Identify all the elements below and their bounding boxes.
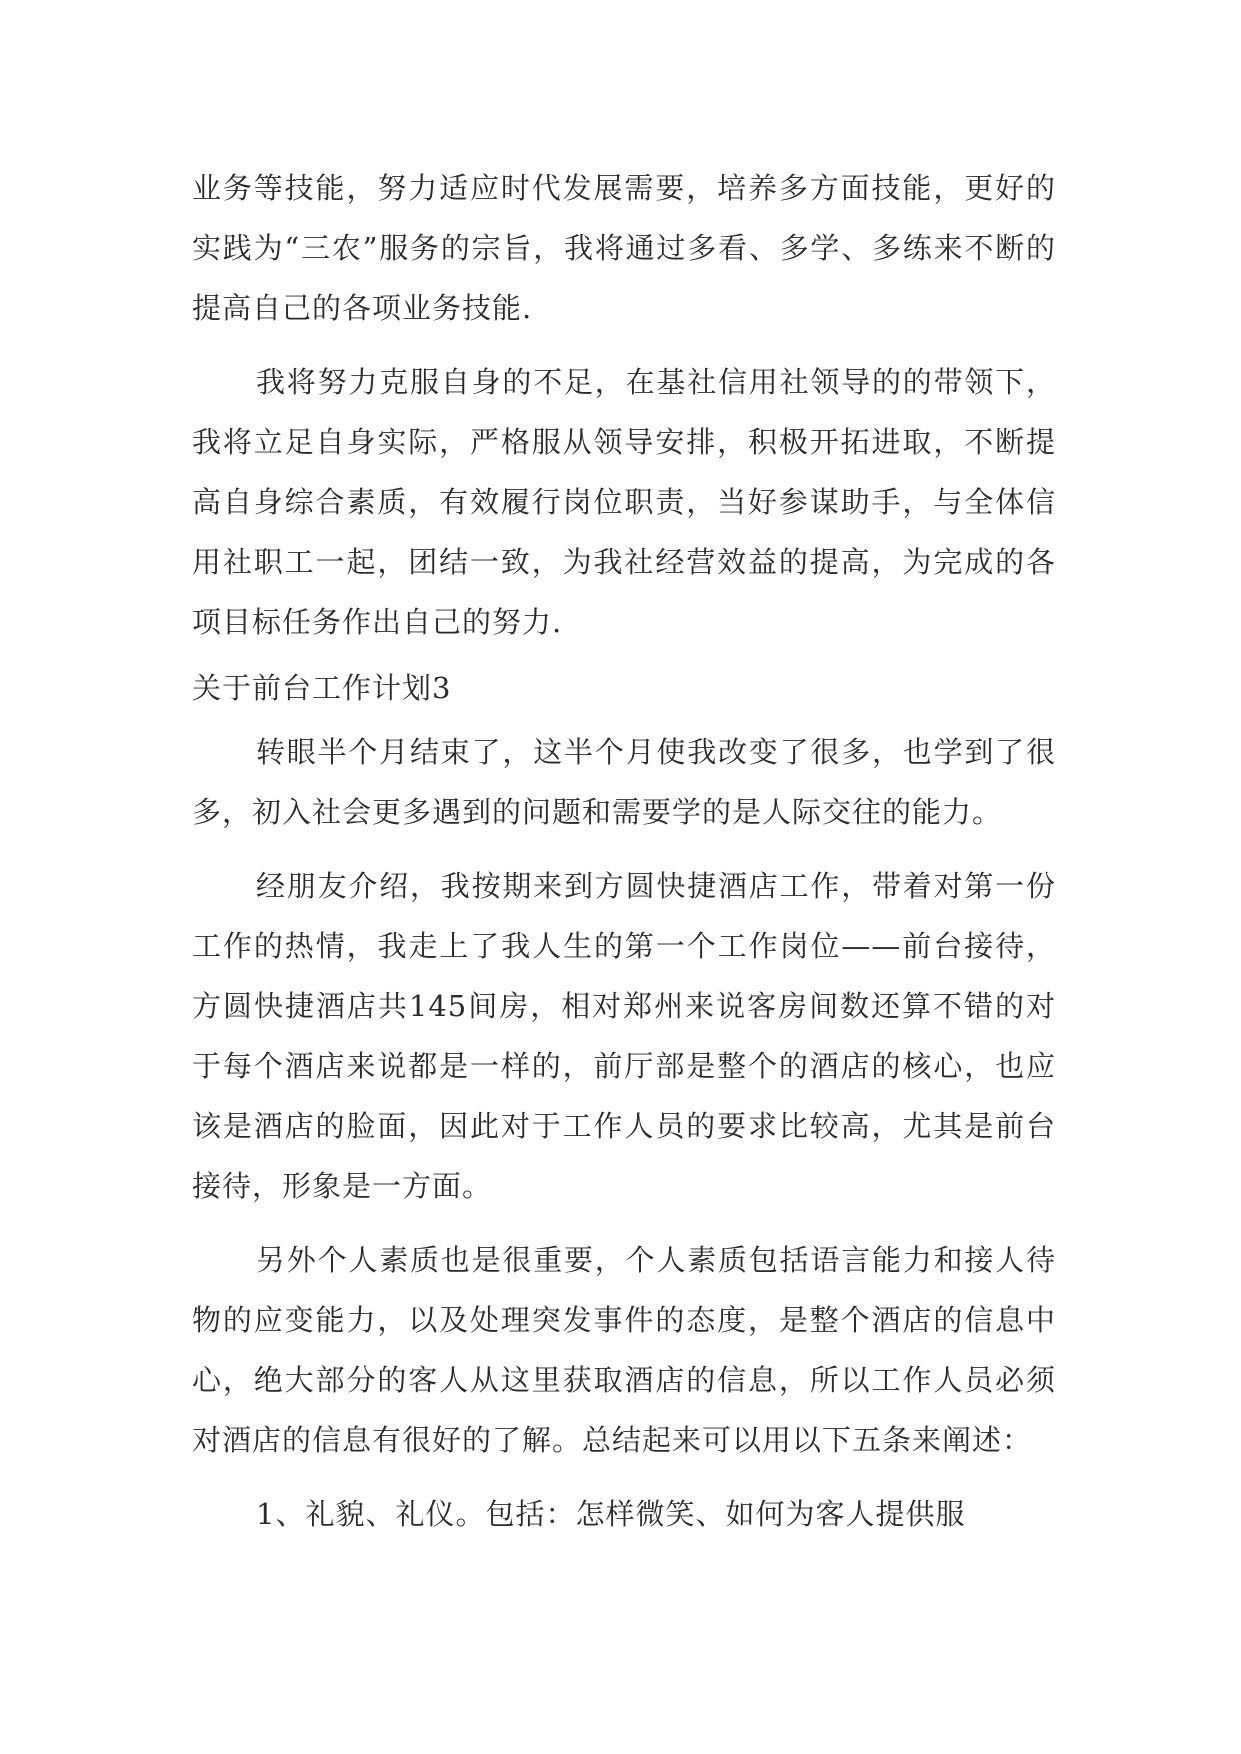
paragraph-personal-quality: 另外个人素质也是很重要，个人素质包括语言能力和接人待物的应变能力，以及处理突发事件的态度，是整个酒店的信息中心，绝大部分的客人从这里获取酒店的信息，所以工作人员必须对酒店的信息有很好的了解。总结起来可以用以下五条来阐述： — [192, 1243, 1056, 1457]
paragraph-point-one: 1、礼貌、礼仪。包括：怎样微笑、如何为客人提供服 — [256, 1497, 966, 1531]
paragraph-half-month: 转眼半个月结束了，这半个月使我改变了很多，也学到了很多，初入社会更多遇到的问题和需要学的是人际交往的能力。 — [192, 735, 1056, 829]
paragraph-skills-continued: 业务等技能，努力适应时代发展需要，培养多方面技能，更好的实践为“三农”服务的宗旨，我将通过多看、多学、多练来不断的提高自己的各项业务技能. — [192, 171, 1056, 325]
document-body — [192, 158, 1056, 1558]
paragraph-overcome-shortcomings: 我将努力克服自身的不足，在基社信用社领导的的带领下，我将立足自身实际，严格服从领导安排，积极开拓进取，不断提高自身综合素质，有效履行岗位职责，当好参谋助手，与全体信用社职工一起，团结一致，为我社经营效益的提高，为完成的各项目标任务作出自己的努力. — [192, 365, 1056, 639]
paragraph-hotel-intro: 经朋友介绍，我按期来到方圆快捷酒店工作，带着对第一份工作的热情，我走上了我人生的第一个工作岗位——前台接待，方圆快捷酒店共145间房，相对郑州来说客房间数还算不错的对于每个酒店来说都是一样的，前厅部是整个的酒店的核心，也应该是酒店的脸面，因此对于工作人员的要求比较高，尤其是前台接待，形象是一方面。 — [192, 869, 1056, 1203]
section-heading: 关于前台工作计划3 — [192, 671, 452, 705]
